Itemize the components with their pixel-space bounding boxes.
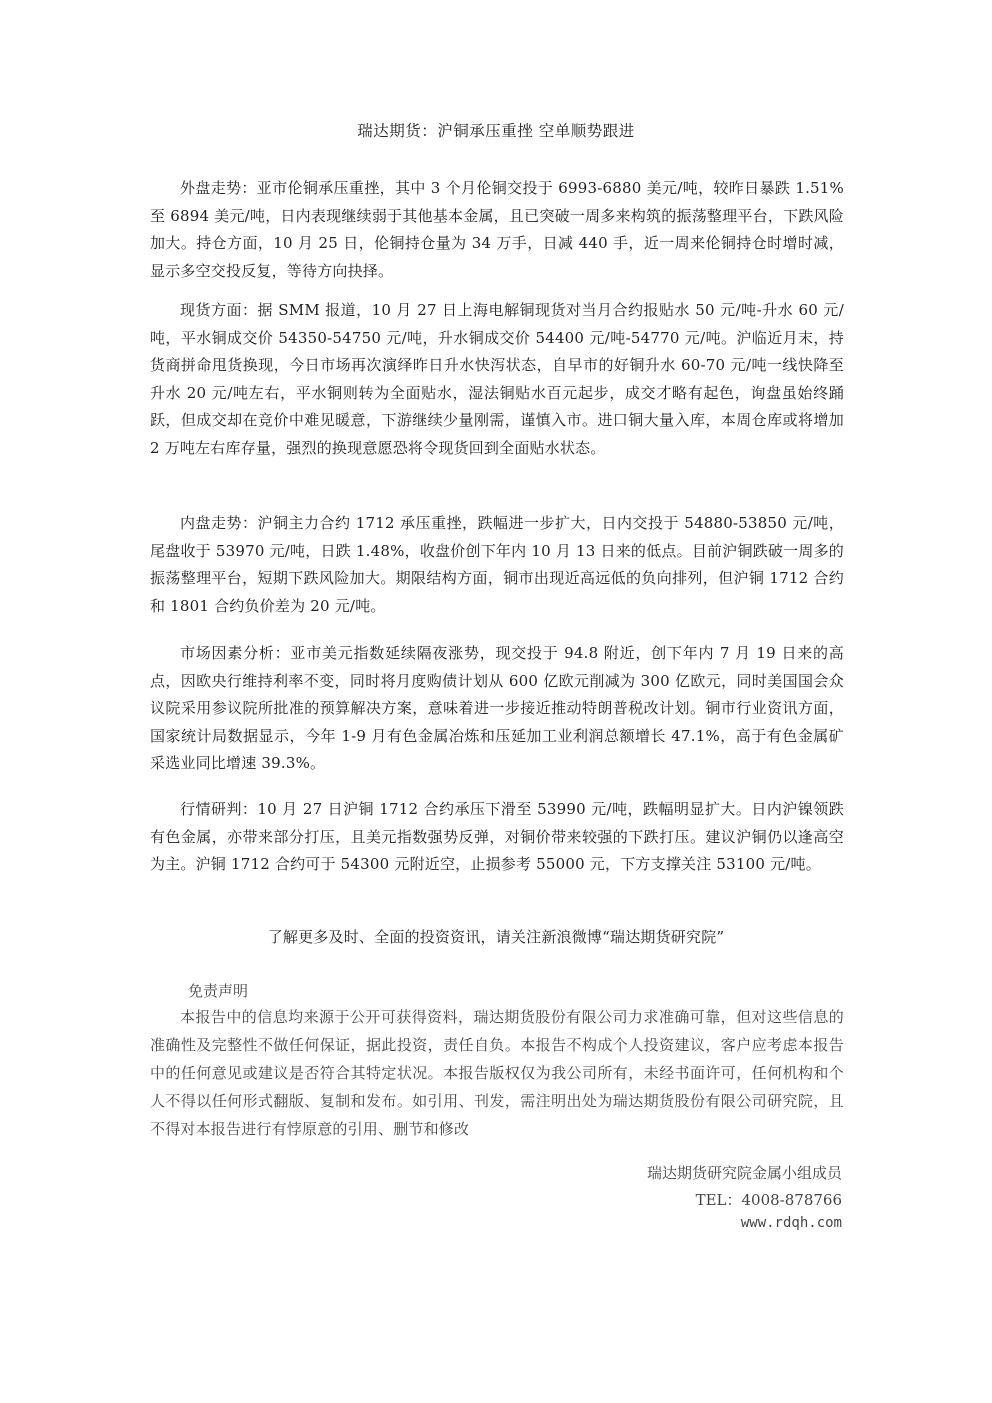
disclaimer-body: 本报告中的信息均来源于公开可获得资料，瑞达期货股份有限公司力求准确可靠，但对这些信息的准确性及完整性不做任何保证，据此投资，责任自负。本报告不构成个人投资建议，客户应考虑本报告中的任何意见或建议是否符合其特定状况。本报告版权仅为我公司所有，未经书面许可，任何机构和个人不得以任何形式翻版、复制和发布。如引用、刊发，需注明出处为瑞达期货股份有限公司研究院，且不得对本报告进行有悖原意的引用、删节和修改 [150, 1008, 844, 1138]
paragraph-market-factors: 市场因素分析：亚市美元指数延续隔夜涨势，现交投于 94.8 附近，创下年内 7 月 19 日来的高点，因欧央行维持利率不变，同时将月度购债计划从 600 亿欧元削减为 300 亿欧元，同时美国国会众议院采用参议院所批准的预算解决方案，意味着进一步接近推动特朗普税改计划。铜市行业资讯方面，国家统计局数据显示，今年 1-9 月有色金属冶炼和压延加工业利润总额增长 47.1%，高于有色金属矿采选业同比增速 39.3%。 [150, 644, 844, 772]
signature-tel: TEL：4008-878766 [695, 1191, 842, 1209]
paragraph-outlook: 行情研判：10 月 27 日沪铜 1712 合约承压下滑至 53990 元/吨，跌幅明显扩大。日内沪镍领跌有色金属，亦带来部分打压，且美元指数强势反弹，对铜价带来较强的下跌打压。建议沪铜仍以逢高空为主。沪铜 1712 合约可于 54300 元附近空，止损参考 55000 元，下方支撑关注 53100 元/吨。 [150, 800, 844, 873]
signature-website: www.rdqh.com [740, 1215, 842, 1231]
paragraph-domestic-market: 内盘走势：沪铜主力合约 1712 承压重挫，跌幅进一步扩大，日内交投于 54880-53850 元/吨，尾盘收于 53970 元/吨，日跌 1.48%，收盘价创下年内 10 月 13 日来的低点。目前沪铜跌破一周多的振荡整理平台，短期下跌风险加大。期限结构方面，铜市出现近高远低的负向排列，但沪铜 1712 合约和 1801 合约负价差为 20 元/吨。 [150, 514, 844, 615]
signature-team: 瑞达期货研究院金属小组成员 [646, 1164, 842, 1182]
disclaimer-heading: 免责声明 [188, 982, 249, 1000]
paragraph-spot-market: 现货方面：据 SMM 报道，10 月 27 日上海电解铜现货对当月合约报贴水 50 元/吨-升水 60 元/吨，平水铜成交价 54350-54750 元/吨，升水铜成交价 54400 元/吨-54770 元/吨。沪临近月末，持货商拼命甩货换现，今日市场再次演绎昨日升水快泻状态，自早市的好铜升水 60-70 元/吨一线快降至升水 20 元/吨左右，平水铜则转为全面贴水，湿法铜贴水百元起步，成交才略有起色，询盘虽始终踊跃，但成交却在竞价中难见暖意，下游继续少量刚需，谨慎入市。进口铜大量入库，本周仓库或将增加 2 万吨左右库存量，强烈的换现意愿恐将令现货回到全面贴水状态。 [150, 301, 844, 457]
follow-note: 了解更多及时、全面的投资资讯，请关注新浪微博“瑞达期货研究院” [267, 928, 725, 946]
document-title: 瑞达期货：沪铜承压重挫 空单顺势跟进 [357, 122, 635, 140]
paragraph-overseas-market: 外盘走势：亚市伦铜承压重挫，其中 3 个月伦铜交投于 6993-6880 美元/吨，较昨日暴跌 1.51%至 6894 美元/吨，日内表现继续弱于其他基本金属，且已突破一周多来构筑的振荡整理平台，下跌风险加大。持仓方面，10 月 25 日，伦铜持仓量为 34 万手，日减 440 手，近一周来伦铜持仓时增时减，显示多空交投反复，等待方向抉择。 [150, 179, 844, 280]
